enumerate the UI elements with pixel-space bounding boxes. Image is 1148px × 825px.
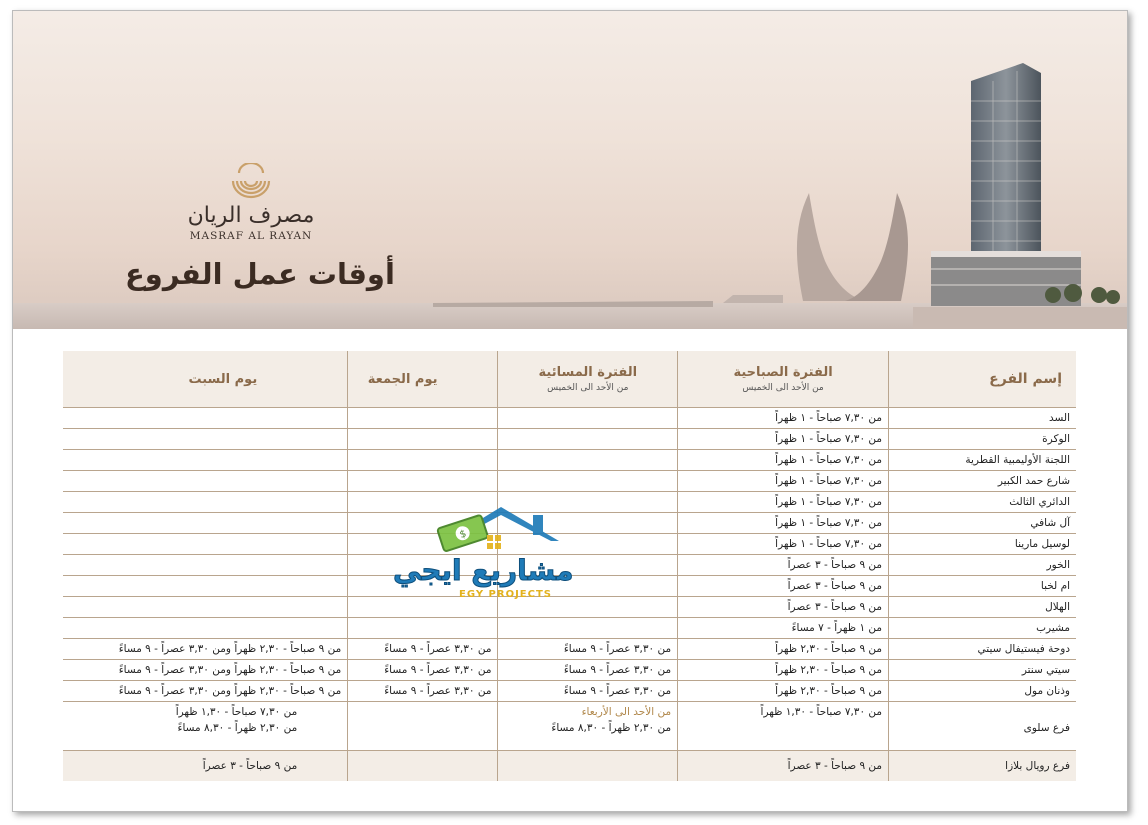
watermark-english: EGY PROJECTS bbox=[459, 589, 552, 600]
morning-hours-cell: من ٧,٣٠ صباحاً - ١ ظهراً bbox=[678, 450, 889, 471]
header-saturday: يوم السبت bbox=[63, 351, 348, 408]
evening-hours-cell bbox=[498, 408, 678, 429]
saturday-hours-cell: من ٩ صباحاً - ٢,٣٠ ظهراً ومن ٣,٣٠ عصراً - ٩ مساءً bbox=[63, 681, 348, 702]
morning-hours-cell: من ٩ صباحاً - ٣ عصراً bbox=[678, 576, 889, 597]
evening-hours-cell bbox=[498, 751, 678, 782]
evening-hours-cell bbox=[498, 471, 678, 492]
saturday-hours-cell bbox=[63, 555, 348, 576]
friday-hours-cell: من ٣,٣٠ عصراً - ٩ مساءً bbox=[348, 681, 498, 702]
branch-name-cell: الهلال bbox=[889, 597, 1076, 618]
morning-hours-cell: من ٩ صباحاً - ٣ عصراً bbox=[678, 597, 889, 618]
friday-hours-cell: من ٣,٣٠ عصراً - ٩ مساءً bbox=[348, 660, 498, 681]
saturday-hours-cell bbox=[63, 576, 348, 597]
morning-hours-cell: من ٩ صباحاً - ٢,٣٠ ظهراً bbox=[678, 660, 889, 681]
evening-hours-text: من ٢,٣٠ ظهراً - ٨,٣٠ مساءً bbox=[551, 722, 672, 734]
header-friday: يوم الجمعة bbox=[348, 351, 498, 408]
header-banner bbox=[13, 11, 1127, 329]
table-row-royal-plaza bbox=[63, 751, 1076, 782]
friday-hours-cell bbox=[348, 751, 498, 782]
branch-name-cell: السد bbox=[889, 408, 1076, 429]
branch-name-cell: الخور bbox=[889, 555, 1076, 576]
header-morning-days: من الأحد الى الخميس bbox=[742, 383, 824, 393]
branch-name-cell: وذنان مول bbox=[889, 681, 1076, 702]
bank-name-arabic: مصرف الريان bbox=[187, 203, 315, 228]
header-evening-days: من الأحد الى الخميس bbox=[547, 383, 629, 393]
evening-hours-cell bbox=[498, 702, 678, 751]
evening-hours-cell: من ٣,٣٠ عصراً - ٩ مساءً bbox=[498, 660, 678, 681]
branch-name-cell: اللجنة الأوليمبية القطرية bbox=[889, 450, 1076, 471]
morning-hours-cell: من ٧,٣٠ صباحاً - ١ ظهراً bbox=[678, 429, 889, 450]
watermark-arabic: مشاريع ايجي bbox=[393, 554, 574, 587]
morning-hours-cell: من ٧,٣٠ صباحاً - ١ ظهراً bbox=[678, 471, 889, 492]
morning-hours-cell: من ٧,٣٠ صباحاً - ١ ظهراً bbox=[678, 534, 889, 555]
evening-hours-cell bbox=[498, 618, 678, 639]
evening-hours-cell bbox=[498, 450, 678, 471]
saturday-hours-cell: من ٩ صباحاً - ٢,٣٠ ظهراً ومن ٣,٣٠ عصراً - ٩ مساءً bbox=[63, 660, 348, 681]
saturday-hours-cell bbox=[63, 702, 348, 751]
morning-hours-cell: من ٩ صباحاً - ٢,٣٠ ظهراً bbox=[678, 639, 889, 660]
saturday-hours-cell bbox=[63, 471, 348, 492]
branch-name-cell: سيتي سنتر bbox=[889, 660, 1076, 681]
morning-hours-cell: من ١ ظهراً - ٧ مساءً bbox=[678, 618, 889, 639]
bank-name-english: MASRAF AL RAYAN bbox=[189, 230, 313, 242]
evening-hours-cell: من ٣,٣٠ عصراً - ٩ مساءً bbox=[498, 681, 678, 702]
saturday-hours-cell bbox=[63, 513, 348, 534]
branch-name-cell: الدائري الثالث bbox=[889, 492, 1076, 513]
saturday-hours-cell bbox=[63, 408, 348, 429]
branch-name-cell: مشيرب bbox=[889, 618, 1076, 639]
table-row bbox=[63, 471, 1076, 492]
saturday-hours-cell bbox=[63, 429, 348, 450]
friday-hours-cell: من ٣,٣٠ عصراً - ٩ مساءً bbox=[348, 639, 498, 660]
friday-hours-cell bbox=[348, 702, 498, 751]
branch-name-cell: فرع سلوى bbox=[889, 702, 1076, 751]
evening-hours-cell bbox=[498, 429, 678, 450]
table-row bbox=[63, 681, 1076, 702]
morning-hours-cell: من ٧,٣٠ صباحاً - ١ ظهراً bbox=[678, 513, 889, 534]
table-row bbox=[63, 618, 1076, 639]
table-row bbox=[63, 429, 1076, 450]
header-morning-label: الفترة الصباحية bbox=[733, 365, 833, 380]
morning-hours-cell: من ٩ صباحاً - ٣ عصراً bbox=[678, 751, 889, 782]
morning-hours-cell: من ٩ صباحاً - ٣ عصراً bbox=[678, 555, 889, 576]
table-row-salwa bbox=[63, 702, 1076, 751]
branch-name-cell: دوحة فيستيفال سيتي bbox=[889, 639, 1076, 660]
header-morning bbox=[678, 351, 889, 408]
branch-name-cell: فرع رويال بلازا bbox=[889, 751, 1076, 782]
morning-hours-cell: من ٧,٣٠ صباحاً - ١ ظهراً bbox=[678, 408, 889, 429]
saturday-hours-cell bbox=[63, 534, 348, 555]
page-title: أوقات عمل الفروع bbox=[125, 257, 395, 291]
friday-hours-cell bbox=[348, 450, 498, 471]
branch-name-cell: الوكرة bbox=[889, 429, 1076, 450]
saturday-hours-cell bbox=[63, 597, 348, 618]
saturday-hours-cell bbox=[63, 450, 348, 471]
table-row bbox=[63, 450, 1076, 471]
document-page bbox=[12, 10, 1128, 812]
morning-hours-cell: من ٧,٣٠ صباحاً - ١,٣٠ ظهراً bbox=[678, 702, 889, 751]
morning-hours-cell: من ٩ صباحاً - ٢,٣٠ ظهراً bbox=[678, 681, 889, 702]
header-branch: إسم الفرع bbox=[889, 351, 1076, 408]
table-header-row bbox=[63, 351, 1076, 408]
saturday-hours-cell bbox=[63, 492, 348, 513]
morning-hours-cell: من ٧,٣٠ صباحاً - ١ ظهراً bbox=[678, 492, 889, 513]
friday-hours-cell bbox=[348, 408, 498, 429]
header-evening bbox=[498, 351, 678, 408]
friday-hours-cell bbox=[348, 429, 498, 450]
table-row bbox=[63, 408, 1076, 429]
friday-hours-cell bbox=[348, 471, 498, 492]
saturday-hours-cell bbox=[63, 618, 348, 639]
saturday-hours-line: من ٢,٣٠ ظهراً - ٨,٣٠ مساءً bbox=[177, 722, 298, 734]
table-row bbox=[63, 639, 1076, 660]
table-row bbox=[63, 660, 1076, 681]
branch-name-cell: ام لخبا bbox=[889, 576, 1076, 597]
bank-logo bbox=[181, 163, 321, 242]
header-evening-label: الفترة المسائية bbox=[538, 365, 638, 380]
evening-hours-cell: من ٣,٣٠ عصراً - ٩ مساءً bbox=[498, 639, 678, 660]
saturday-hours-line: من ٧,٣٠ صباحاً - ١,٣٠ ظهراً bbox=[175, 706, 298, 718]
branch-name-cell: آل شافي bbox=[889, 513, 1076, 534]
rayan-rings-icon bbox=[227, 163, 275, 199]
saturday-hours-cell: من ٩ صباحاً - ٣ عصراً bbox=[63, 751, 348, 782]
svg-text:$: $ bbox=[458, 528, 468, 541]
evening-days-note: من الأحد الى الأربعاء bbox=[581, 706, 672, 718]
saturday-hours-cell: من ٩ صباحاً - ٢,٣٠ ظهراً ومن ٣,٣٠ عصراً - ٩ مساءً bbox=[63, 639, 348, 660]
branch-name-cell: شارع حمد الكبير bbox=[889, 471, 1076, 492]
branch-name-cell: لوسيل مارينا bbox=[889, 534, 1076, 555]
friday-hours-cell bbox=[348, 618, 498, 639]
